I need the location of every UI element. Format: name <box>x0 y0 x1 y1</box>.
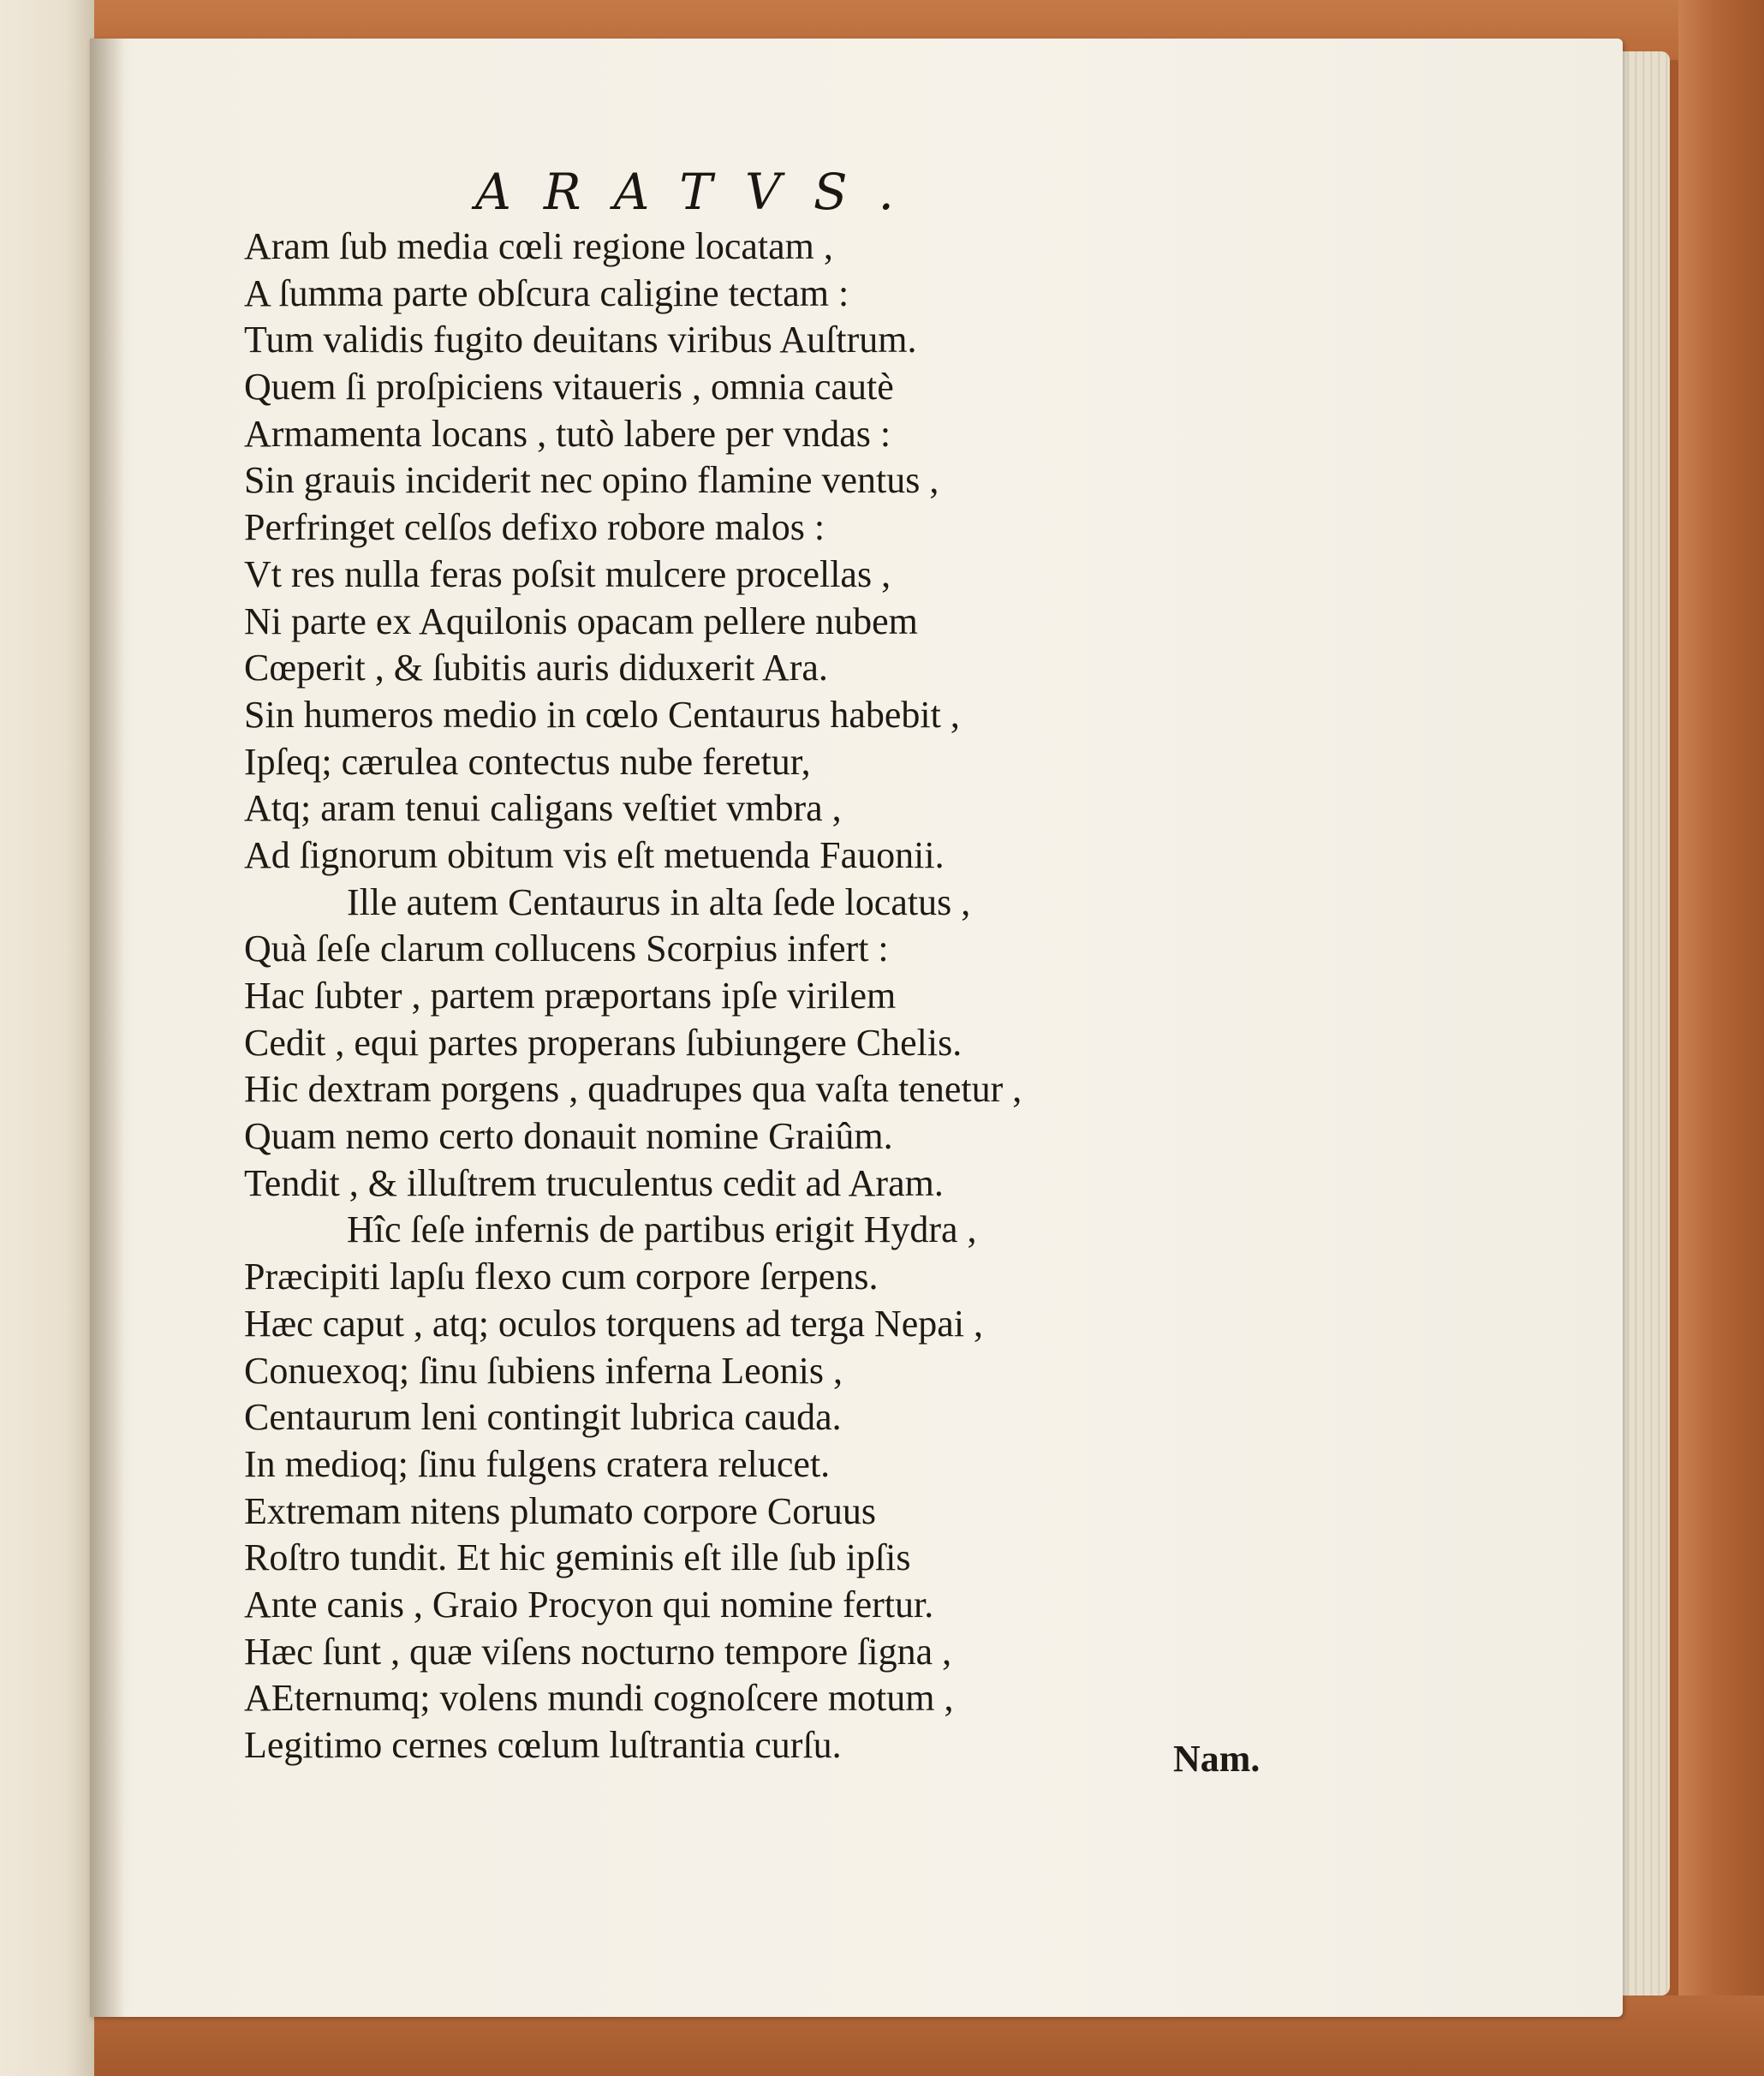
verse-line: Perfringet celſos defixo robore malos : <box>244 506 825 549</box>
verse-line: Ad ſignorum obitum vis eſt metuenda Fauonii. <box>244 833 945 876</box>
verse-line: Tum validis fugito deuitans viribus Auſtrum. <box>244 319 917 361</box>
verse-line: Conuexoq; ſinu ſubiens inferna Leonis , <box>244 1349 843 1392</box>
gutter-shadow <box>90 39 124 2017</box>
verse-line: A ſumma parte obſcura caligine tectam : <box>244 271 849 314</box>
verse-line: Hæc ſunt , quæ viſens nocturno tempore ſigna , <box>244 1630 952 1673</box>
verse-line: Sin humeros medio in cœlo Centaurus habebit , <box>244 693 960 736</box>
verse-line: Quam nemo certo donauit nomine Graiûm. <box>244 1115 893 1158</box>
verse-line: Vt res nulla feras poſsit mulcere procellas , <box>244 552 891 595</box>
verse-line: Ipſeq; cærulea contectus nube feretur, <box>244 740 811 783</box>
verse-line: Cœperit , & ſubitis auris diduxerit Ara. <box>244 647 828 689</box>
verse-line: Hæc caput , atq; oculos torquens ad terga Nepai , <box>244 1302 984 1345</box>
verse-line: Ante canis , Graio Procyon qui nomine fertur. <box>244 1583 934 1626</box>
verse-line: Armamenta locans , tutò labere per vndas : <box>244 412 891 455</box>
verse-line: In medioq; ſinu fulgens cratera relucet. <box>244 1442 831 1485</box>
verse-line: AEternumq; volens mundi cognoſcere motum , <box>244 1677 954 1720</box>
verse-line: Roſtro tundit. Et hic geminis eſt ille ſub ipſis <box>244 1536 911 1579</box>
verse-line: Tendit , & illuſtrem truculentus cedit ad Aram. <box>244 1161 944 1204</box>
leather-cover-right <box>1678 0 1764 2076</box>
verse-line: Quem ſi proſpiciens vitaueris , omnia cautè <box>244 366 894 409</box>
verse-line: Centaurum leni contingit lubrica cauda. <box>244 1396 842 1439</box>
verse-line: Atq; aram tenui caligans veſtiet vmbra , <box>244 787 842 830</box>
verse-line: Ille autem Centaurus in alta ſede locatus , <box>347 880 971 923</box>
verse-line: Cedit , equi partes properans ſubiungere Chelis. <box>244 1021 962 1064</box>
verse-line: Legitimo cernes cœlum luſtrantia curſu. <box>244 1724 842 1766</box>
verse-line: Ni parte ex Aquilonis opacam pellere nubem <box>244 600 918 642</box>
verse-block <box>244 224 1443 1769</box>
verse-line: Hac ſubter , partem præportans ipſe virilem <box>244 975 897 1017</box>
book-page <box>90 39 1623 2017</box>
verse-line: Hic dextram porgens , quadrupes qua vaſta tenetur , <box>244 1068 1022 1111</box>
verse-line: Quà ſeſe clarum collucens Scorpius infert : <box>244 928 889 970</box>
verse-line: Sin grauis inciderit nec opino flamine ventus , <box>244 459 939 502</box>
verse-line: Aram ſub media cœli regione locatam , <box>244 225 833 267</box>
verse-line: Hîc ſeſe infernis de partibus erigit Hydra , <box>347 1208 977 1251</box>
running-head: ARATVS. <box>475 163 927 221</box>
verse-line: Præcipiti lapſu flexo cum corpore ſerpens. <box>244 1256 879 1298</box>
verse-line: Extremam nitens plumato corpore Coruus <box>244 1489 877 1532</box>
previous-page-edge <box>0 0 94 2076</box>
catchword: Nam. <box>1173 1738 1260 1780</box>
